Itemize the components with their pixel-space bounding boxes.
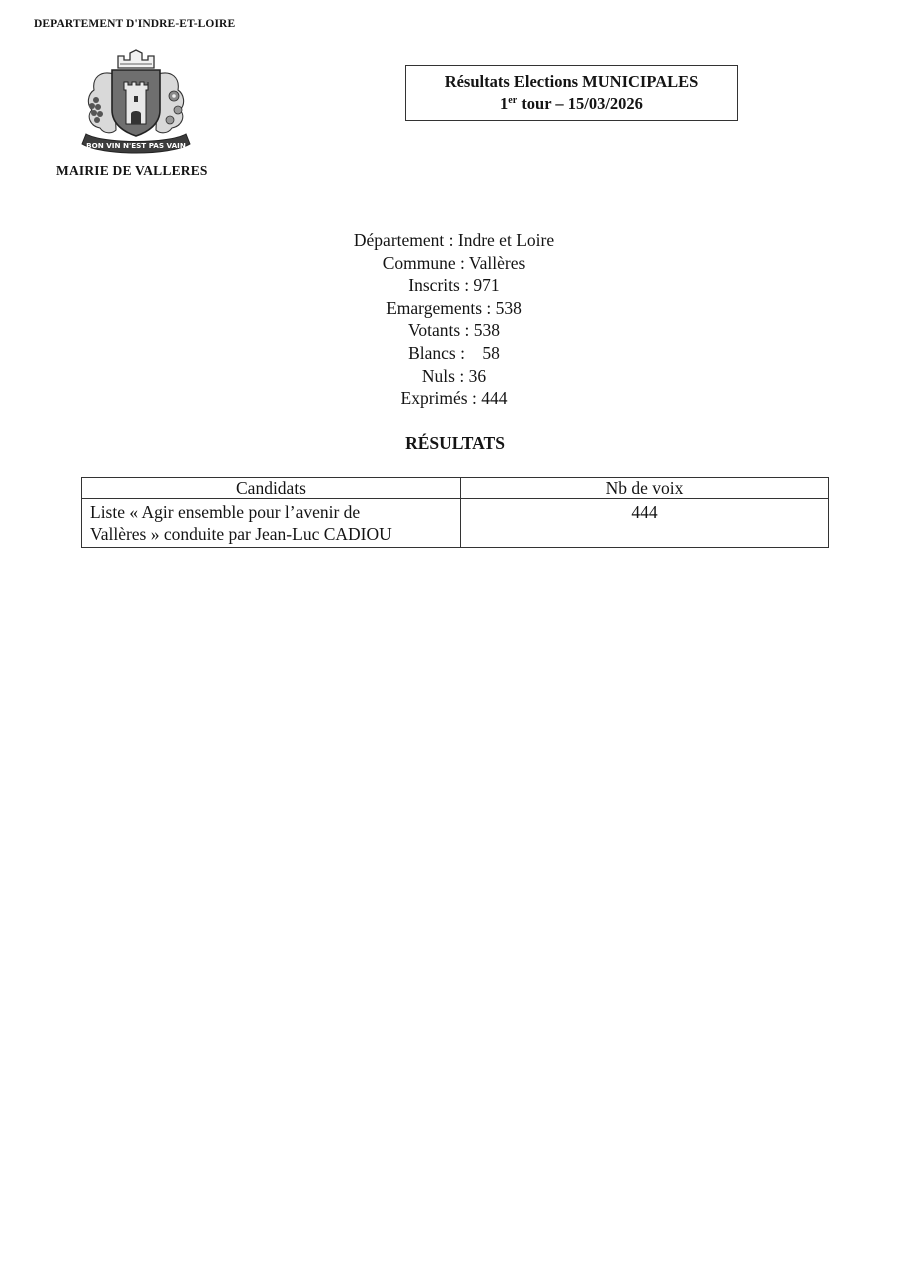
round-suffix: er (508, 95, 518, 106)
title-line-1: Résultats Elections MUNICIPALES (444, 72, 699, 91)
votes-cell: 444 (461, 499, 829, 548)
title-line-2 (406, 93, 737, 115)
stat-votants: Votants : 538 (407, 320, 501, 341)
candidate-cell (82, 499, 461, 548)
title-box (405, 65, 738, 121)
results-heading: RÉSULTATS (405, 433, 505, 453)
stat-nuls: Nuls : 36 (421, 365, 487, 386)
column-header-voix: Nb de voix (461, 478, 829, 499)
stat-departement: Département : Indre et Loire (353, 230, 555, 250)
table-header-row (82, 478, 829, 499)
candidate-line-2: Vallères » conduite par Jean-Luc CADIOU (90, 524, 392, 544)
table-row (82, 499, 829, 548)
stat-exprimes: Exprimés : 444 (400, 388, 508, 409)
department-header: DEPARTEMENT D'INDRE-ET-LOIRE (34, 18, 236, 30)
round-number: 1 (500, 94, 509, 113)
stat-inscrits: Inscrits : 971 (408, 275, 500, 296)
column-header-candidats: Candidats (82, 478, 461, 499)
stat-blancs: Blancs : 58 (408, 342, 500, 363)
candidate-line-1: Liste « Agir ensemble pour l’avenir de (90, 502, 361, 522)
round-date: tour – 15/03/2026 (517, 94, 643, 113)
election-stats (254, 229, 654, 410)
motto-text: BON VIN N'EST PAS VAIN (86, 141, 186, 150)
results-table (81, 477, 829, 548)
stat-emargements: Emargements : 538 (386, 297, 522, 318)
stat-commune: Commune : Vallères (382, 252, 526, 273)
coat-of-arms-logo (74, 44, 198, 156)
mairie-name: MAIRIE DE VALLERES (56, 163, 208, 178)
